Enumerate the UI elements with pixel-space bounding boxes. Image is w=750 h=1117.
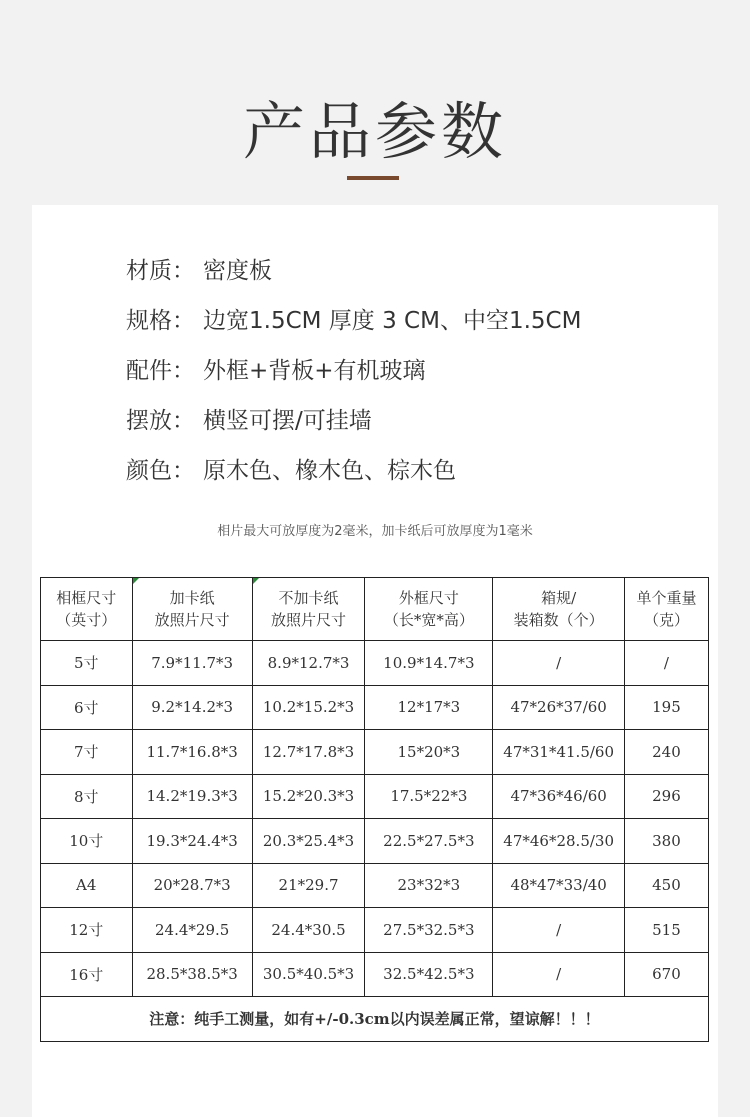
cell-photo-with-mat: 9.2*14.2*3 — [132, 685, 252, 730]
cell-photo-without-mat: 20.3*25.4*3 — [252, 819, 365, 864]
cell-outer-size: 10.9*14.7*3 — [365, 641, 493, 686]
cell-photo-without-mat: 8.9*12.7*3 — [252, 641, 365, 686]
table-row — [41, 685, 709, 730]
cell-carton-spec: / — [493, 952, 625, 997]
table-row — [41, 774, 709, 819]
spec-dimensions — [126, 296, 581, 346]
cell-outer-size: 12*17*3 — [365, 685, 493, 730]
spec-accessories — [126, 346, 581, 396]
header-line: 箱规/ — [541, 589, 577, 607]
table-footer-row — [41, 997, 709, 1042]
header-line: 单个重量 — [636, 589, 697, 607]
cell-outer-size: 32.5*42.5*3 — [365, 952, 493, 997]
header-line: 装箱数（个） — [513, 611, 604, 629]
table-row — [41, 952, 709, 997]
spec-color — [126, 446, 581, 496]
cell-outer-size: 22.5*27.5*3 — [365, 819, 493, 864]
table-header-row — [41, 578, 709, 641]
cell-frame-size: 12寸 — [41, 908, 133, 953]
header-unit-weight — [624, 578, 708, 641]
corner-mark — [253, 578, 259, 584]
cell-outer-size: 27.5*32.5*3 — [365, 908, 493, 953]
spec-label: 材质： — [126, 258, 195, 284]
spec-label: 规格： — [126, 308, 195, 334]
cell-photo-without-mat: 10.2*15.2*3 — [252, 685, 365, 730]
cell-weight: 670 — [624, 952, 708, 997]
corner-mark — [133, 578, 139, 584]
spec-value: 外框+背板+有机玻璃 — [203, 358, 426, 384]
cell-frame-size: A4 — [41, 863, 133, 908]
cell-photo-without-mat: 15.2*20.3*3 — [252, 774, 365, 819]
cell-frame-size: 10寸 — [41, 819, 133, 864]
header-carton-spec — [493, 578, 625, 641]
cell-photo-with-mat: 20*28.7*3 — [132, 863, 252, 908]
spec-label: 摆放： — [126, 408, 195, 434]
spec-value: 横竖可摆/可挂墙 — [203, 408, 372, 434]
cell-frame-size: 6寸 — [41, 685, 133, 730]
header-photo-size-without-mat — [252, 578, 365, 641]
thickness-note: 相片最大可放厚度为2毫米，加卡纸后可放厚度为1毫米 — [217, 524, 533, 539]
spec-material — [126, 246, 581, 296]
header-photo-size-with-mat — [132, 578, 252, 641]
cell-carton-spec: 47*36*46/60 — [493, 774, 625, 819]
cell-carton-spec: / — [493, 641, 625, 686]
header-line: 相框尺寸 — [56, 589, 117, 607]
cell-weight: 380 — [624, 819, 708, 864]
cell-photo-with-mat: 7.9*11.7*3 — [132, 641, 252, 686]
cell-photo-with-mat: 24.4*29.5 — [132, 908, 252, 953]
cell-weight: 240 — [624, 730, 708, 775]
spec-label: 配件： — [126, 358, 195, 384]
spec-placement — [126, 396, 581, 446]
table-row — [41, 863, 709, 908]
table-row — [41, 819, 709, 864]
cell-weight: 296 — [624, 774, 708, 819]
cell-photo-without-mat: 21*29.7 — [252, 863, 365, 908]
header-line: （克） — [643, 611, 689, 629]
cell-photo-with-mat: 28.5*38.5*3 — [132, 952, 252, 997]
cell-carton-spec: 47*46*28.5/30 — [493, 819, 625, 864]
cell-frame-size: 7寸 — [41, 730, 133, 775]
cell-photo-without-mat: 30.5*40.5*3 — [252, 952, 365, 997]
header-line: 放照片尺寸 — [271, 611, 347, 629]
cell-photo-with-mat: 11.7*16.8*3 — [132, 730, 252, 775]
cell-carton-spec: / — [493, 908, 625, 953]
cell-photo-with-mat: 14.2*19.3*3 — [132, 774, 252, 819]
header-line: 放照片尺寸 — [154, 611, 230, 629]
table-row — [41, 908, 709, 953]
size-parameter-table — [40, 577, 709, 1042]
table-row — [41, 730, 709, 775]
title-divider — [347, 176, 399, 180]
cell-frame-size: 16寸 — [41, 952, 133, 997]
table-row — [41, 641, 709, 686]
spec-value: 密度板 — [203, 258, 272, 284]
header-line: （英寸） — [56, 611, 117, 629]
spec-value: 原木色、橡木色、棕木色 — [203, 458, 456, 484]
cell-outer-size: 17.5*22*3 — [365, 774, 493, 819]
cell-frame-size: 8寸 — [41, 774, 133, 819]
header-line: 加卡纸 — [169, 589, 215, 607]
cell-carton-spec: 47*31*41.5/60 — [493, 730, 625, 775]
cell-outer-size: 15*20*3 — [365, 730, 493, 775]
cell-photo-without-mat: 12.7*17.8*3 — [252, 730, 365, 775]
spec-value: 边宽1.5CM 厚度 3 CM、中空1.5CM — [203, 308, 582, 334]
cell-weight: 195 — [624, 685, 708, 730]
cell-carton-spec: 47*26*37/60 — [493, 685, 625, 730]
spec-label: 颜色： — [126, 458, 195, 484]
cell-frame-size: 5寸 — [41, 641, 133, 686]
cell-carton-spec: 48*47*33/40 — [493, 863, 625, 908]
cell-weight: 515 — [624, 908, 708, 953]
cell-weight: 450 — [624, 863, 708, 908]
spec-list — [126, 246, 581, 496]
cell-photo-without-mat: 24.4*30.5 — [252, 908, 365, 953]
page-title: 产品参数 — [242, 95, 507, 168]
measurement-disclaimer: 注意：纯手工测量，如有+/-0.3cm以内误差属正常，望谅解！！！ — [41, 997, 709, 1042]
header-line: （长*宽*高） — [383, 611, 474, 629]
cell-outer-size: 23*32*3 — [365, 863, 493, 908]
header-line: 不加卡纸 — [278, 589, 339, 607]
header-outer-size — [365, 578, 493, 641]
header-frame-size — [41, 578, 133, 641]
cell-photo-with-mat: 19.3*24.4*3 — [132, 819, 252, 864]
cell-weight: / — [624, 641, 708, 686]
header-line: 外框尺寸 — [398, 589, 459, 607]
